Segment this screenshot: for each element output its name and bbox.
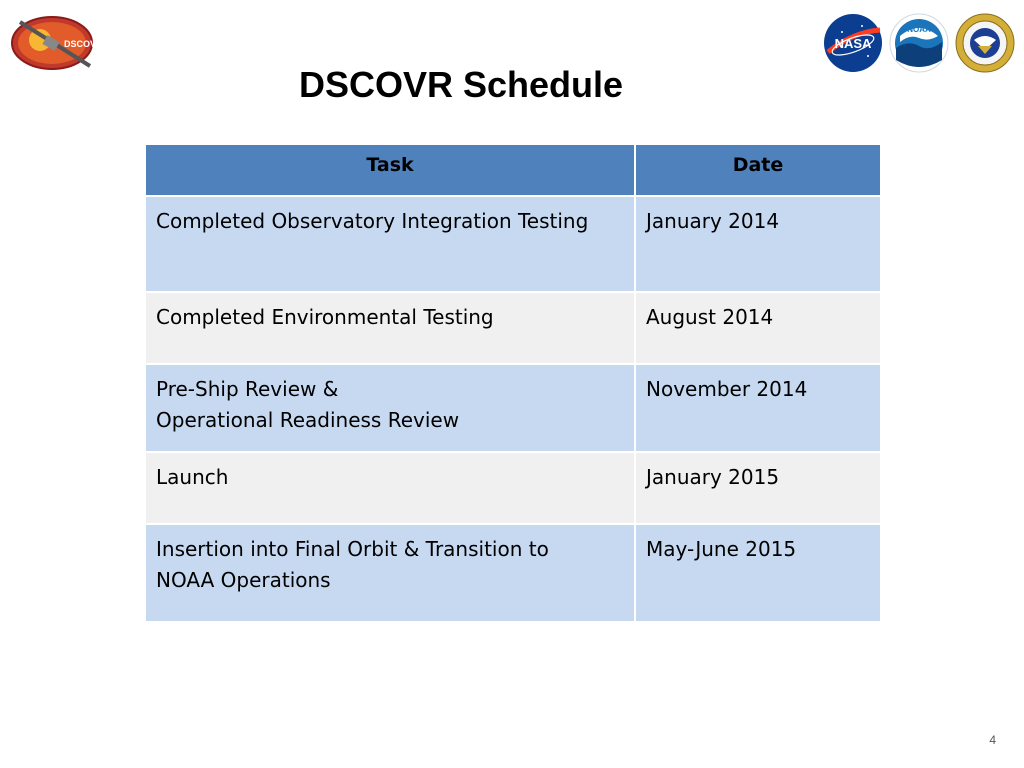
task-cell: Insertion into Final Orbit & Transition to NOAA Operations [145, 524, 635, 622]
column-header-date: Date [635, 144, 881, 196]
table-header-row [145, 144, 881, 196]
date-cell: August 2014 [635, 292, 881, 364]
date-cell: January 2014 [635, 196, 881, 292]
table-row [145, 524, 881, 622]
svg-text:NOAA: NOAA [907, 25, 931, 34]
date-cell: January 2015 [635, 452, 881, 524]
task-cell: Completed Environmental Testing [145, 292, 635, 364]
date-cell: May-June 2015 [635, 524, 881, 622]
page-number: 4 [989, 733, 996, 747]
column-header-task: Task [145, 144, 635, 196]
table-row [145, 364, 881, 452]
svg-text:NASA: NASA [834, 36, 872, 51]
schedule-table [144, 143, 882, 623]
table-row [145, 196, 881, 292]
slide-title: DSCOVR Schedule [298, 64, 624, 105]
table-row [145, 292, 881, 364]
dscovr-logo-text: DSCOVR [64, 39, 103, 49]
task-cell: Launch [145, 452, 635, 524]
task-cell: Completed Observatory Integration Testing [145, 196, 635, 292]
date-cell: November 2014 [635, 364, 881, 452]
table-row [145, 452, 881, 524]
air-force-seal [954, 12, 1016, 74]
task-cell: Pre-Ship Review & Operational Readiness Review [145, 364, 635, 452]
